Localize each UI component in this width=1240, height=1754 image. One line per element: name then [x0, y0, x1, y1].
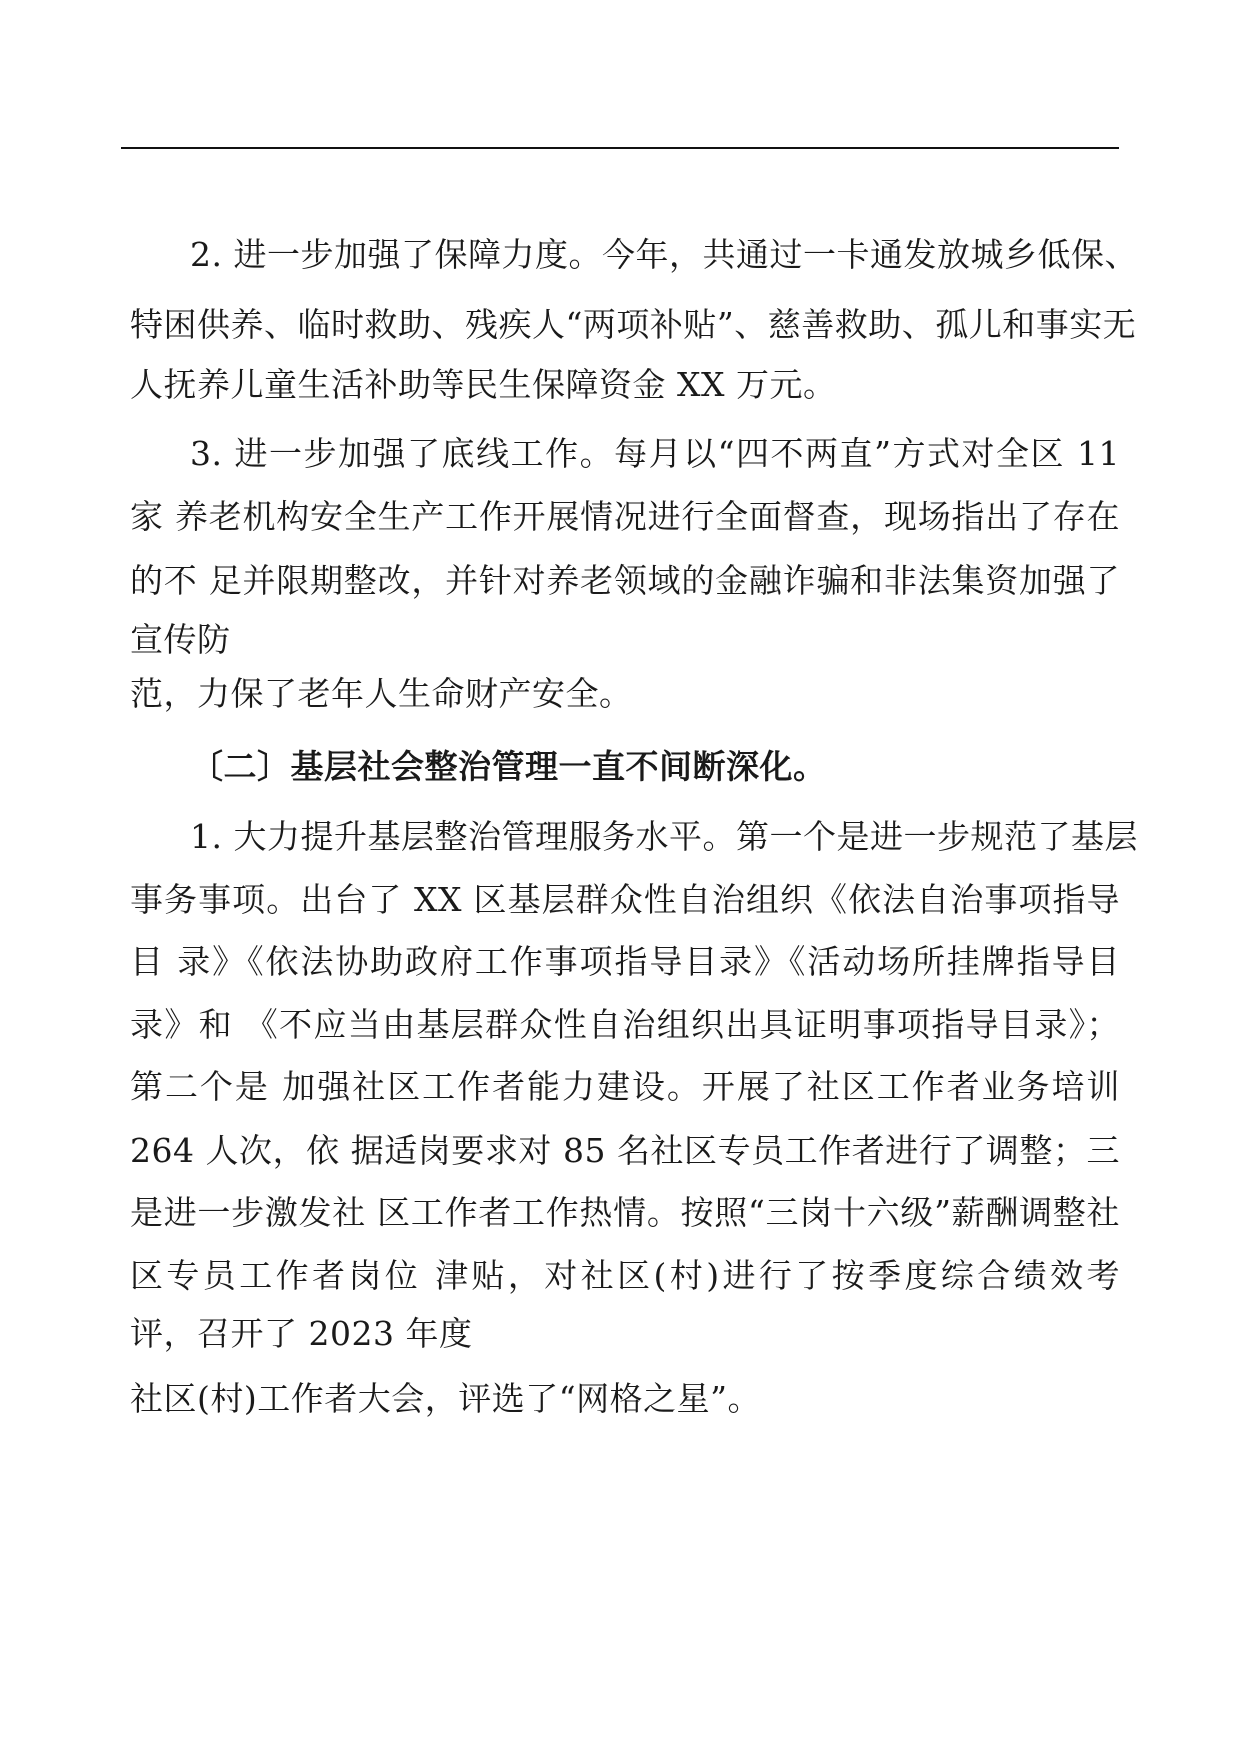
paragraph-line: 第二个是 加强社区工作者能力建设。开展了社区工作者业务培训	[130, 1067, 1120, 1106]
paragraph-line: 特困供养、临时救助、残疾人“两项补贴”、慈善救助、孤儿和事实无	[130, 305, 1137, 344]
paragraph-line: 事务事项。出台了 XX 区基层群众性自治组织《依法自治事项指导	[130, 880, 1120, 919]
paragraph-line: 264 人次，依 据适岗要求对 85 名社区专员工作者进行了调整；三	[130, 1131, 1120, 1170]
paragraph-line: 录》和 《不应当由基层群众性自治组织出具证明事项指导目录》；	[130, 1005, 1120, 1044]
paragraph-line: 是进一步激发社 区工作者工作热情。按照“三岗十六级”薪酬调整社	[130, 1193, 1120, 1232]
paragraph-line: 宣传防	[130, 620, 231, 659]
paragraph-line: 2. 进一步加强了保障力度。今年，共通过一卡通发放城乡低保、	[190, 235, 1138, 274]
paragraph-line: 人抚养儿童生活补助等民生保障资金 XX 万元。	[130, 365, 837, 404]
paragraph-line: 1. 大力提升基层整治管理服务水平。第一个是进一步规范了基层	[190, 817, 1138, 856]
paragraph-line: 评，召开了 2023 年度	[130, 1314, 473, 1353]
section-heading: 〔二〕基层社会整治管理一直不间断深化。	[190, 747, 827, 786]
paragraph-line: 社区(村)工作者大会，评选了“网格之星”。	[130, 1379, 761, 1418]
paragraph-line: 家 养老机构安全生产工作开展情况进行全面督查，现场指出了存在	[130, 497, 1120, 536]
paragraph-line: 的不 足并限期整改，并针对养老领域的金融诈骗和非法集资加强了	[130, 561, 1120, 600]
paragraph-line: 目 录》《依法协助政府工作事项指导目录》《活动场所挂牌指导目	[130, 942, 1120, 981]
header-rule	[121, 147, 1119, 149]
paragraph-line: 区专员工作者岗位 津贴，对社区(村)进行了按季度综合绩效考	[130, 1256, 1120, 1295]
paragraph-line: 范，力保了老年人生命财产安全。	[130, 674, 633, 713]
paragraph-line: 3. 进一步加强了底线工作。每月以“四不两直”方式对全区 11	[190, 434, 1120, 473]
